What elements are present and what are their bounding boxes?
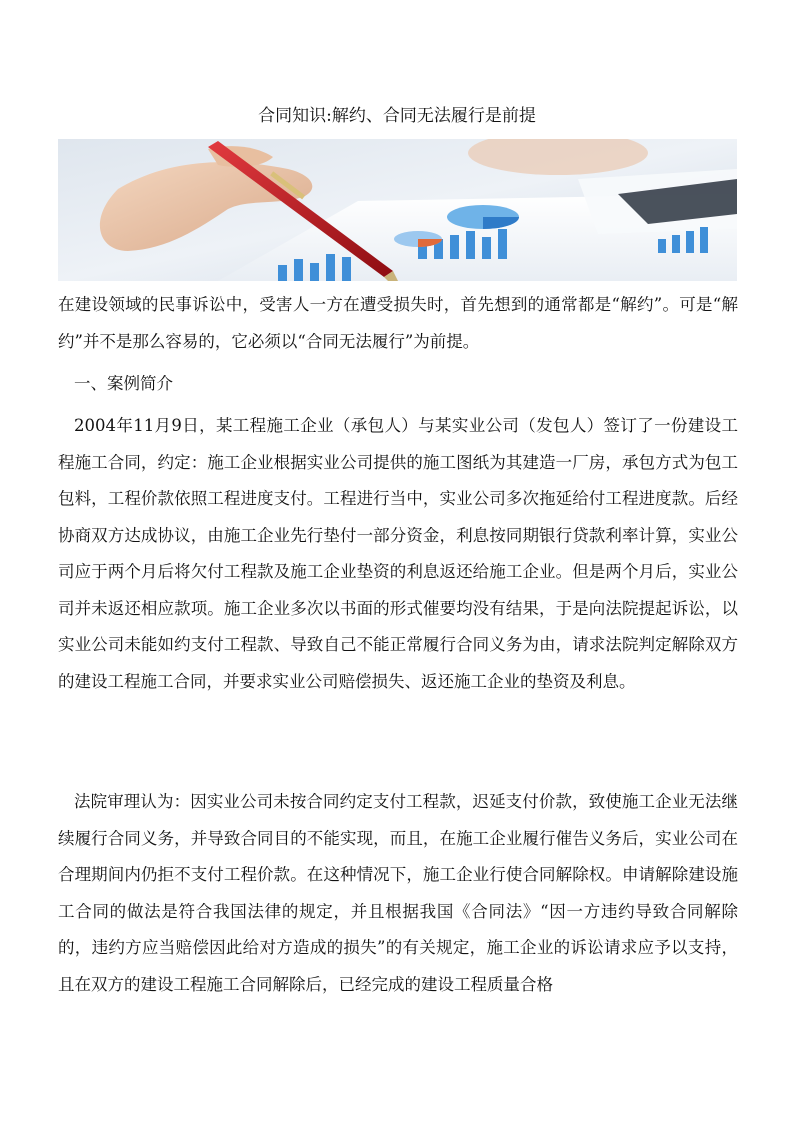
section-heading: 一、案例简介 [74, 374, 173, 393]
page-title: 合同知识:解约、合同无法履行是前提 [258, 106, 536, 126]
banner-image [58, 139, 737, 281]
court-paragraph: 法院审理认为：因实业公司未按合同约定支付工程款，迟延支付价款，致使施工企业无法继续履行合同义务，并导致合同目的不能实现，而且，在施工企业履行催告义务后，实业公司在合理期间内仍拒不支付工程价款。在这种情况下，施工企业行使合同解除权。申请解除建设施工合同的做法是符合我国法律的规定，并且根据我国《合同法》“因一方违约导致合同解除的，违约方应当赔偿因此给对方造成的损失”的有关规定，施工企业的诉讼请求应予以支持，且在双方的建设工程施工合同解除后，已经完成的建设工程质量合格 [58, 792, 738, 994]
case-paragraph: 2004年11月9日，某工程施工企业（承包人）与某实业公司（发包人）签订了一份建设工程施工合同，约定：施工企业根据实业公司提供的施工图纸为其建造一厂房，承包方式为包工包料，工程价款依照工程进度支付。工程进行当中，实业公司多次拖延给付工程进度款。后经协商双方达成协议，由施工企业先行垫付一部分资金，利息按同期银行贷款利率计算，实业公司应于两个月后将欠付工程款及施工企业垫资的利息返还给施工企业。但是两个月后，实业公司并未返还相应款项。施工企业多次以书面的形式催要均没有结果，于是向法院提起诉讼，以实业公司未能如约支付工程款、导致自己不能正常履行合同义务为由，请求法院判定解除双方的建设工程施工合同，并要求实业公司赔偿损失、返还施工企业的垫资及利息。 [58, 416, 738, 691]
intro-paragraph: 在建设领域的民事诉讼中，受害人一方在遭受损失时，首先想到的通常都是“解约”。可是“解约”并不是那么容易的，它必须以“合同无法履行”为前提。 [58, 295, 738, 351]
